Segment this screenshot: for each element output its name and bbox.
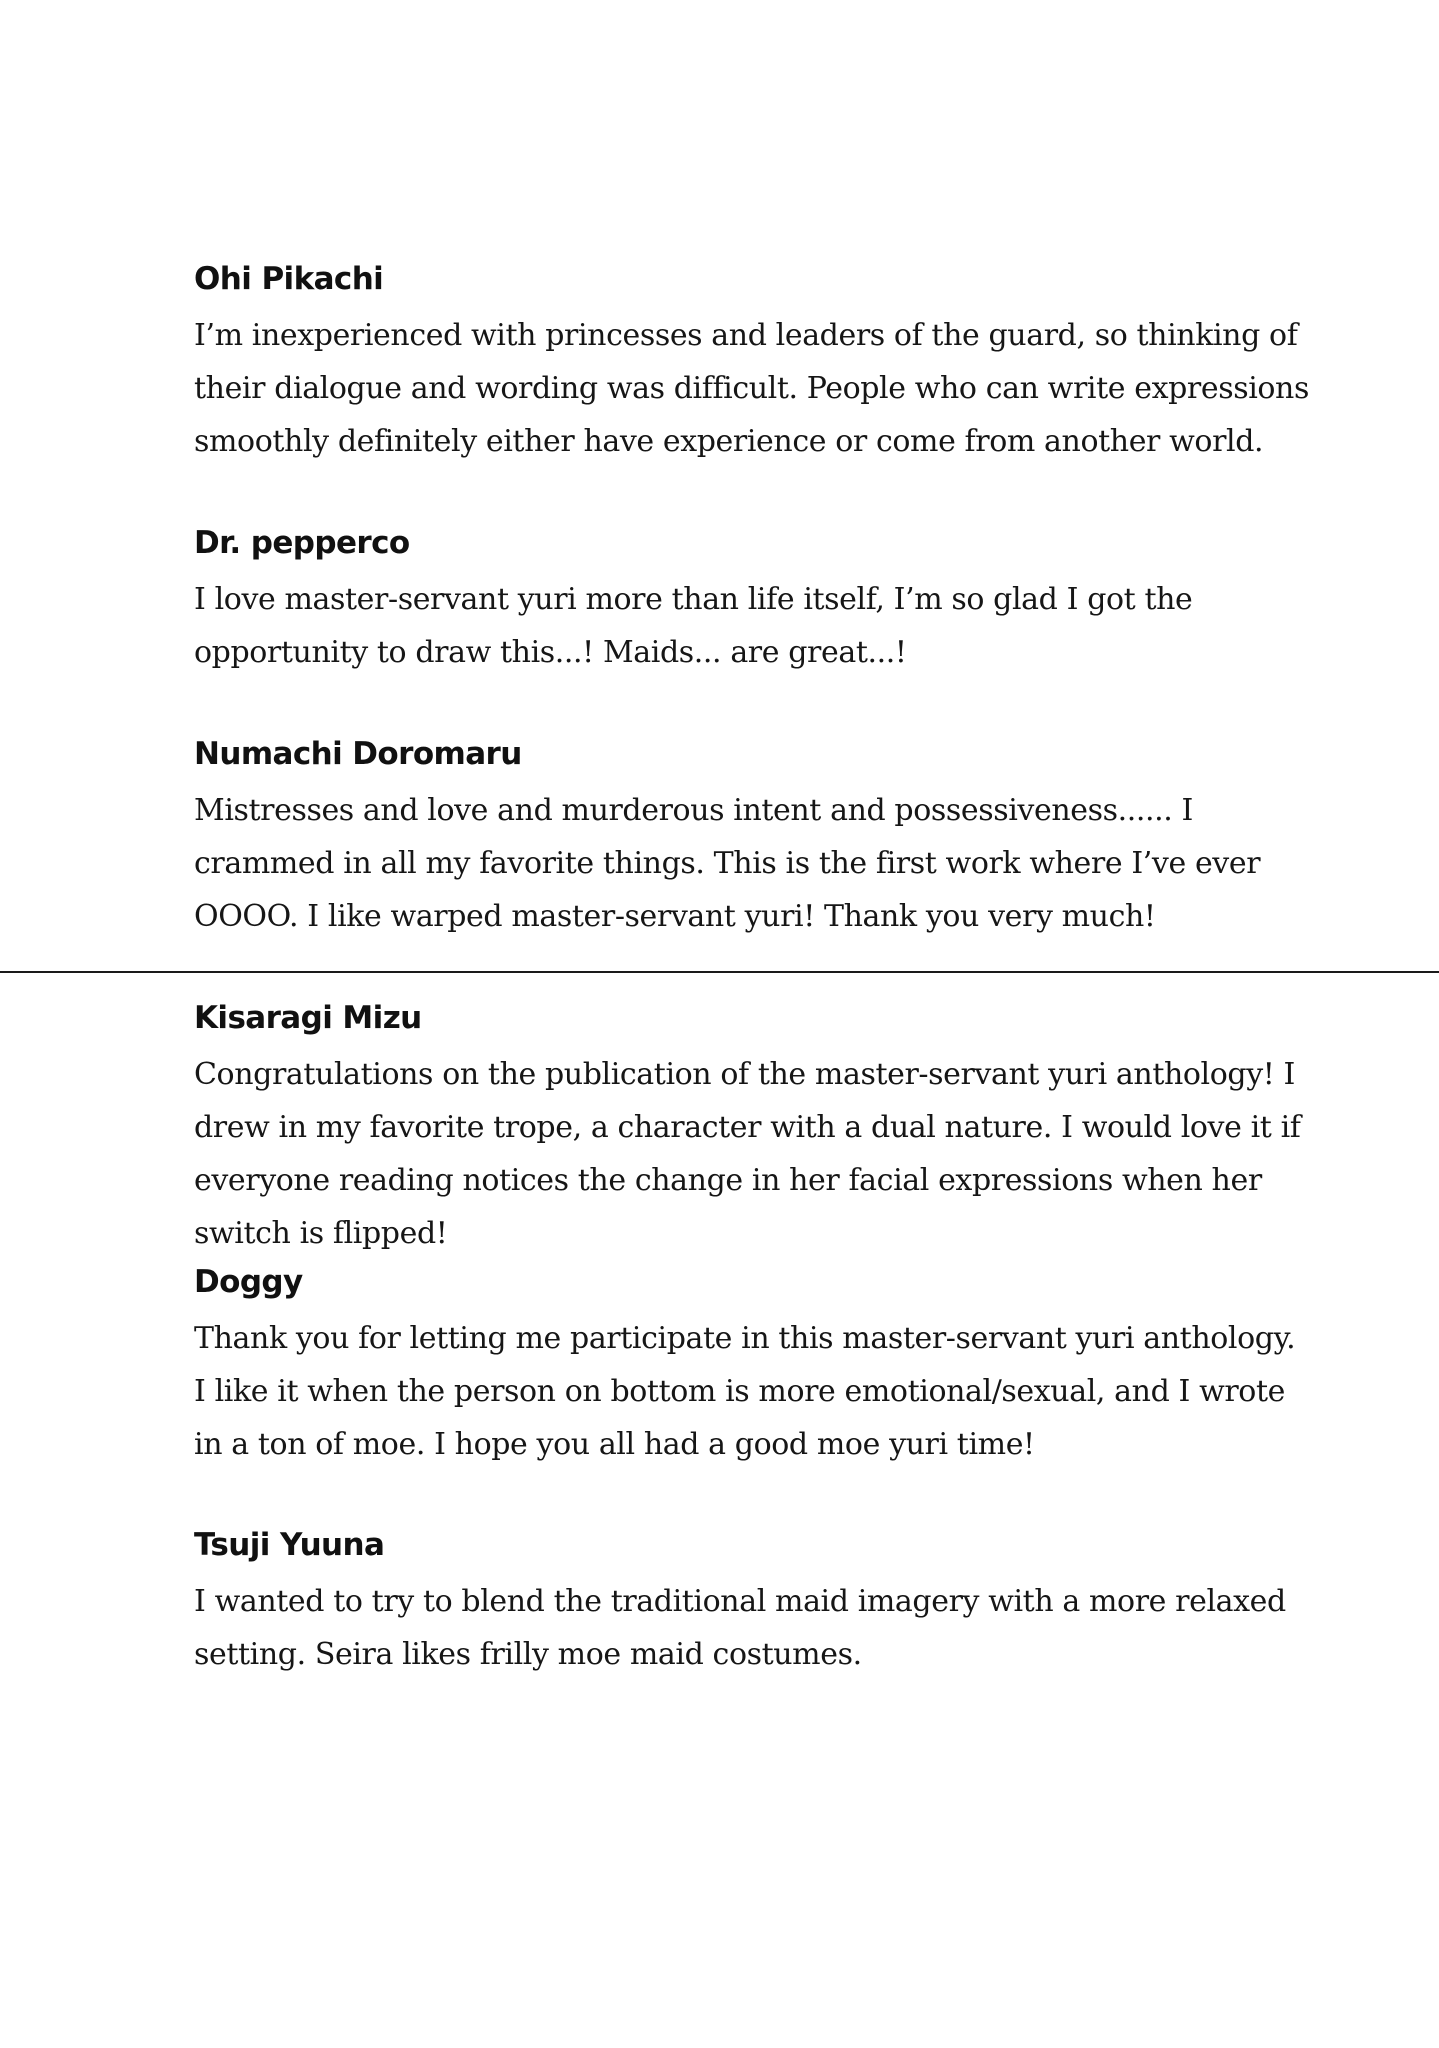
author-comment: Thank you for letting me participate in this master-servant yuri anthology. I like it when the person on bottom is more emotional/sexual, and I wrote in a ton of moe. I hope you all had a good moe yuri time! (194, 1321, 1296, 1462)
author-comment-entry (194, 261, 1314, 468)
author-name: Dr. pepperco (194, 525, 410, 561)
horizontal-divider (0, 971, 1439, 973)
author-name: Doggy (194, 1264, 303, 1300)
author-comment: Mistresses and love and murderous intent and possessiveness...... I crammed in all my favorite things. This is the first work where I’ve ever OOOO. I like warped master-servant yuri! Thank you very much! (194, 793, 1261, 934)
author-comment: Congratulations on the publication of the master-servant yuri anthology! I drew in my favorite trope, a character with a dual nature. I would love it if everyone reading notices the change in her facial expressions when her switch is flipped! (194, 1057, 1301, 1251)
author-name: Tsuji Yuuna (194, 1527, 385, 1563)
author-comment-entry (194, 1264, 1314, 1471)
author-comment: I love master-servant yuri more than life itself, I’m so glad I got the opportunity to draw this...! Maids... are great...! (194, 582, 1193, 670)
author-name: Numachi Doromaru (194, 736, 522, 772)
author-comment: I’m inexperienced with princesses and leaders of the guard, so thinking of their dialogue and wording was difficult. People who can write expressions smoothly definitely either have experience or come from another world. (194, 318, 1309, 459)
author-comment-entry (194, 736, 1314, 943)
author-comment-entry (194, 1527, 1314, 1681)
author-name: Ohi Pikachi (194, 261, 384, 297)
author-comment: I wanted to try to blend the traditional maid imagery with a more relaxed setting. Seira likes frilly moe maid costumes. (194, 1584, 1286, 1672)
author-name: Kisaragi Mizu (194, 1000, 422, 1036)
author-comment-entry (194, 1000, 1314, 1260)
author-comment-entry (194, 525, 1314, 679)
